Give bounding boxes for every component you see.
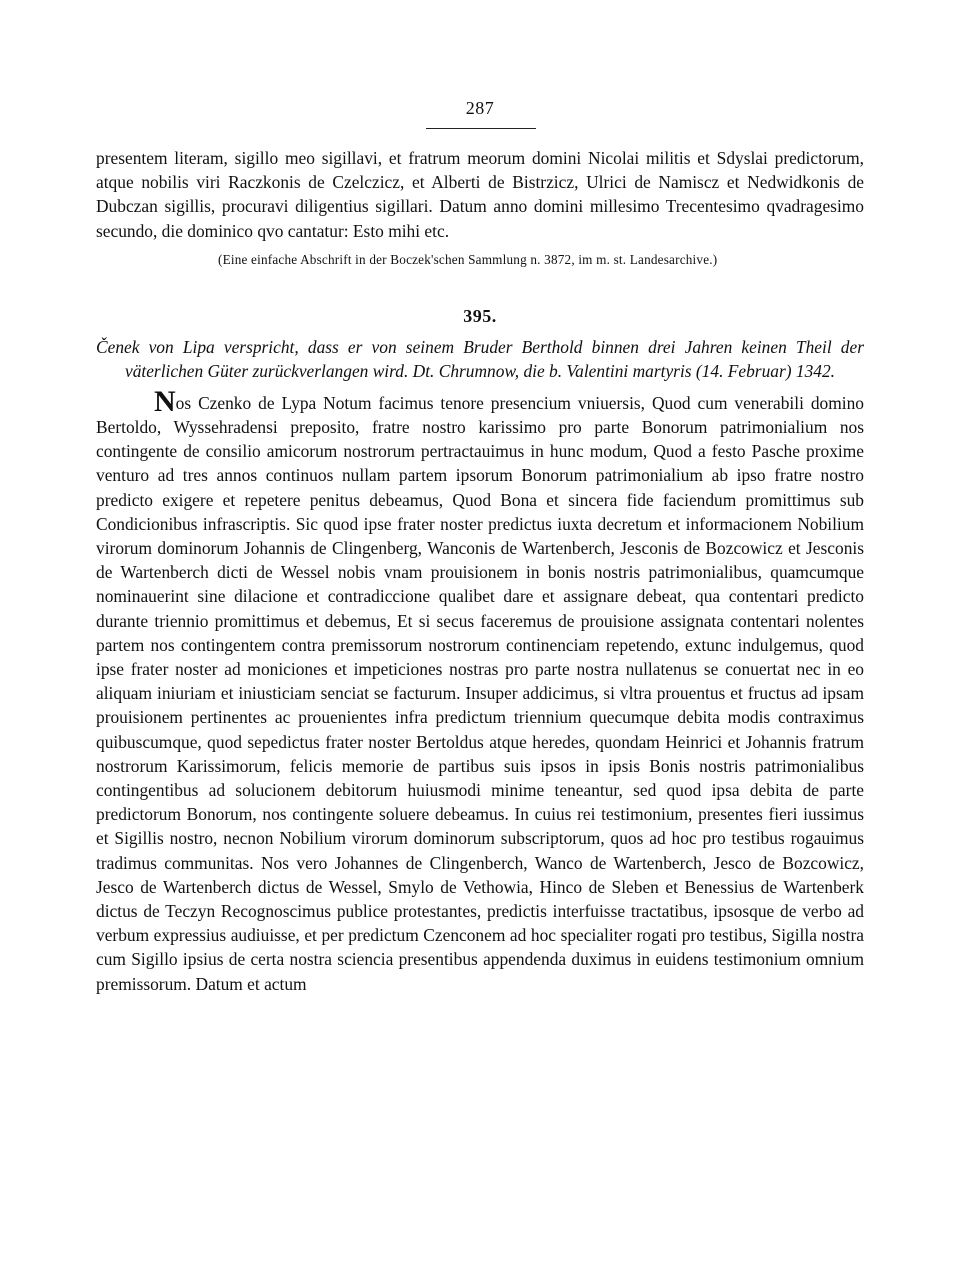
document-page bbox=[96, 96, 864, 996]
source-note: (Eine einfache Abschrift in der Boczek'schen Sammlung n. 3872, im m. st. Landesarchive.) bbox=[218, 251, 718, 267]
header-rule bbox=[426, 128, 536, 129]
document-394-closing-text: presentem literam, sigillo meo sigillavi, et fratrum meorum domini Nicolai militis et Sdyslai predictorum, atque nobilis viri Raczkonis de Czelczicz, et Alberti de Bistrzicz, Ulrici de Namiscz et Nedwidkonis de Dubczan sigillis, procuravi diligentius sigillari. Datum anno domini millesimo Trecentesimo qvadragesimo secundo, die dominico qvo cantatur: Esto mihi etc. bbox=[96, 148, 864, 241]
page-header bbox=[96, 96, 864, 134]
document-number: 395. bbox=[463, 305, 497, 326]
document-395-text: os Czenko de Lypa Notum facimus tenore presencium vniuersis, Quod cum venerabili domino Bertoldo, Wyssehradensi preposito, fratre nostro karissimo pro parte Bonorum patrimonialium nos contingente de consilio amicorum nostrorum pertractauimus in hunc modum, Quod a festo Pasche proxime venturo ad tres annos continuos nullam partem ipsorum Bonorum patrimonialium ab ipso fratre nostro predicto exigere et repetere penitus debeamus, Quod Bona et sincera fide faciendum promittimus sub Condicionibus infrascriptis. Sic quod ipse frater noster predictus iuxta decretum et informacionem Nobilium virorum dominorum Johannis de Clingenberg, Wanconis de Wartenberch, Jesconis de Bozcowicz et Jesconis de Wartenberch dicti de Wessel nobis vnam prouisionem in bonis nostris patrimonialibus, quamcumque nominauerint sine dilacione et contradiccione qualibet dare et assignare debeat, qua contentari predicto durante triennio promittimus et debemus, Et si secus faceremus de prouisione assignata contentari nolentes partem nos contingentem contra premissorum nostrorum continenciam repetendo, extunc indulgemus, quod ipse frater noster ad moniciones et impeticiones nostras pro parte nostra nullatenus se conuertat nec in eo aliquam iniuriam et iniusticiam senciat se facturum. Insuper addicimus, si vltra prouentus et fructus ad ipsam prouisionem pertinentes ac prouenientes infra predictum triennium quecumque debita modis contraximus quibuscumque, quod sepedictus frater noster Bertoldus atque heredes, quondam Heinrici et Johannis fratrum nostrorum Karissimorum, felicis memorie de partibus suis ipsos in ipsis Bonis nostris patrimonialibus contingentibus ad solucionem debitorum huiusmodi minime teneantur, sed quod ipsa debita de parte predictorum Bonorum, nos contingente soluere debeamus. In cuius rei testimonium, presentes fieri iussimus et Sigillis nostro, necnon Nobilium virorum dominorum subscriptorum, quos ad hoc pro testibus rogauimus tradimus communitas. Nos vero Johannes de Clingenberch, Wanco de Wartenberch, Jesco de Bozcowicz, Jesco de Wartenberch dictus de Wessel, Smylo de Vethowia, Hinco de Sleben et Benessius de Wartenberk dictus de Teczyn Recognoscimus publice protestantes, predictis interfuisse tractatibus, ipsosque de verbo ad verbum expressius audiuisse, et per predictum Czenconem ad hoc specialiter rogati pro testibus, Sigilla nostra cum Sigillo ipsius de certa nostra sciencia presentibus appendenda duximus in euidens testimonium omnium premissorum. Datum et actum bbox=[96, 392, 864, 994]
document-regest: Čenek von Lipa verspricht, dass er von seinem Bruder Berthold binnen drei Jahren keinen Theil der väterlichen Güter zurückverlangen wird. Dt. Chrumnow, die b. Valentini martyris (14. Februar) 1342. bbox=[96, 336, 864, 381]
page-number: 287 bbox=[465, 98, 495, 118]
decorative-initial: N bbox=[154, 384, 176, 418]
document-395-body bbox=[96, 384, 864, 996]
